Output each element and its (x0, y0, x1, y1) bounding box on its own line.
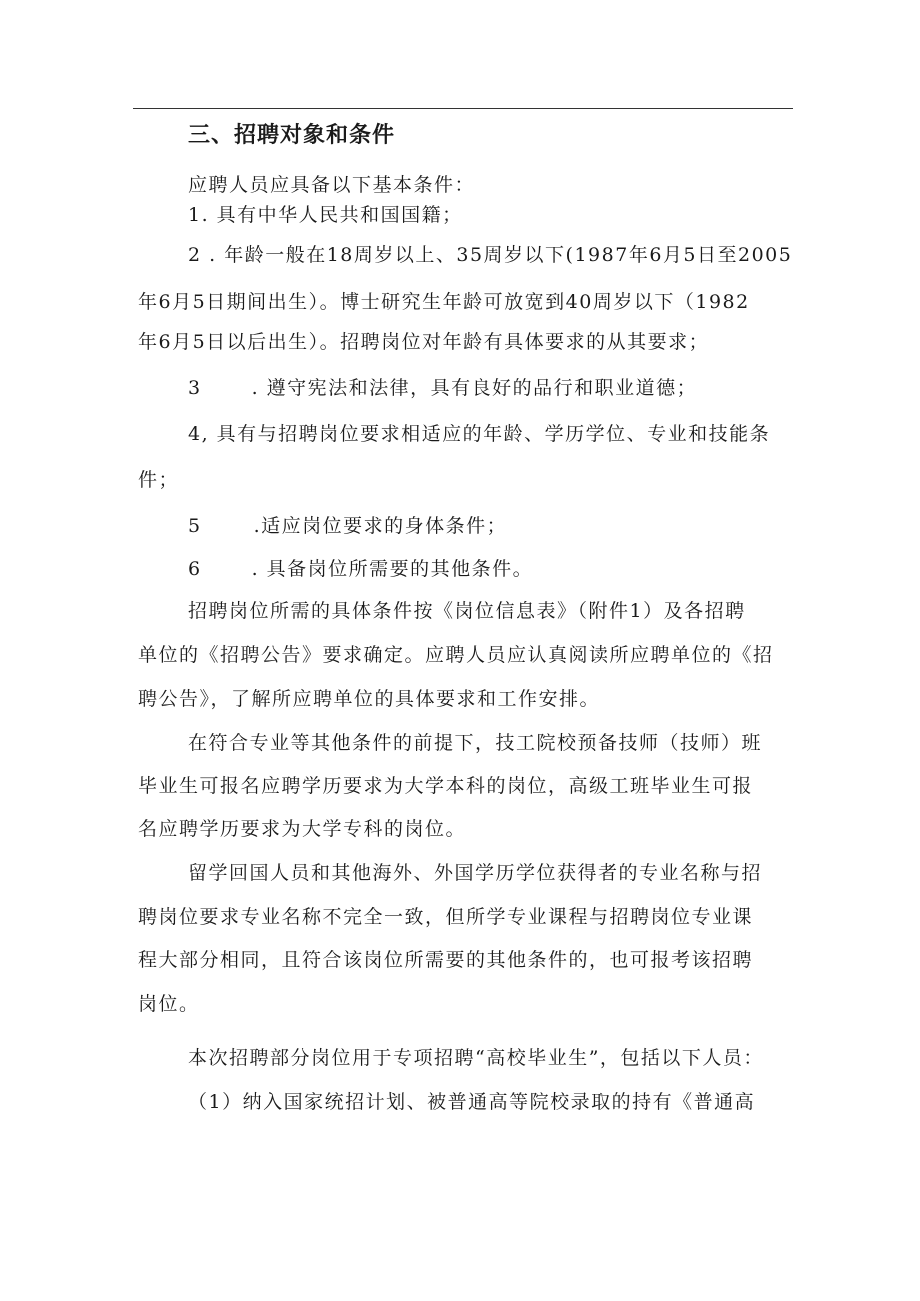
condition-6-text: . 具备岗位所需要的其他条件。 (251, 558, 534, 580)
condition-5-number: 5 (188, 515, 202, 537)
condition-2-line-1: 2 . 年龄一般在18周岁以上、35周岁以下(1987年6月5日至2005 (188, 244, 793, 266)
paragraph-2-line-1: 在符合专业等其他条件的前提下，技工院校预备技师（技师）班 (188, 732, 763, 754)
paragraph-1-line-3: 聘公告》，了解所应聘单位的具体要求和工作安排。 (138, 688, 601, 710)
condition-5-text: .适应岗位要求的身体条件； (253, 515, 508, 537)
paragraph-3-line-4: 岗位。 (138, 993, 200, 1015)
condition-3-text: . 遵守宪法和法律，具有良好的品行和职业道德； (251, 377, 698, 399)
paragraph-4-line-2: （1）纳入国家统招计划、被普通高等院校录取的持有《普通高 (188, 1091, 756, 1113)
condition-4-line-1: 4, 具有与招聘岗位要求相适应的年龄、学历学位、专业和技能条 (188, 423, 771, 445)
paragraph-2-line-3: 名应聘学历要求为大学专科的岗位。 (138, 818, 467, 840)
paragraph-4-line-1: 本次招聘部分岗位用于专项招聘“高校毕业生”，包括以下人员： (188, 1047, 764, 1069)
condition-2-line-3: 年6月5日以后出生）。招聘岗位对年龄有具体要求的从其要求； (138, 331, 710, 353)
paragraph-1-line-2: 单位的《招聘公告》要求确定。应聘人员应认真阅读所应聘单位的《招 (138, 644, 774, 666)
paragraph-3-line-2: 聘岗位要求专业名称不完全一致，但所学专业课程与招聘岗位专业课 (138, 906, 754, 928)
paragraph-1-line-1: 招聘岗位所需的具体条件按《岗位信息表》（附件1）及各招聘 (188, 600, 746, 622)
condition-6 (188, 557, 533, 581)
condition-3 (188, 376, 697, 400)
paragraph-3-line-3: 程大部分相同，且符合该岗位所需要的其他条件的，也可报考该招聘 (138, 949, 754, 971)
header-rule (133, 108, 793, 109)
condition-6-number: 6 (188, 558, 202, 580)
paragraph-3-line-1: 留学回国人员和其他海外、外国学历学位获得者的专业名称与招 (188, 862, 763, 884)
intro-line: 应聘人员应具备以下基本条件： (188, 174, 476, 196)
paragraph-2-line-2: 毕业生可报名应聘学历要求为大学本科的岗位，高级工班毕业生可报 (138, 775, 754, 797)
condition-3-number: 3 (188, 377, 202, 399)
condition-4-line-2: 件； (138, 469, 180, 491)
section-heading: 三、招聘对象和条件 (188, 123, 396, 148)
condition-1: 1. 具有中华人民共和国国籍； (188, 204, 463, 226)
condition-2-line-2: 年6月5日期间出生）。博士研究生年龄可放宽到40周岁以下（1982 (138, 291, 750, 313)
condition-5 (188, 514, 507, 538)
